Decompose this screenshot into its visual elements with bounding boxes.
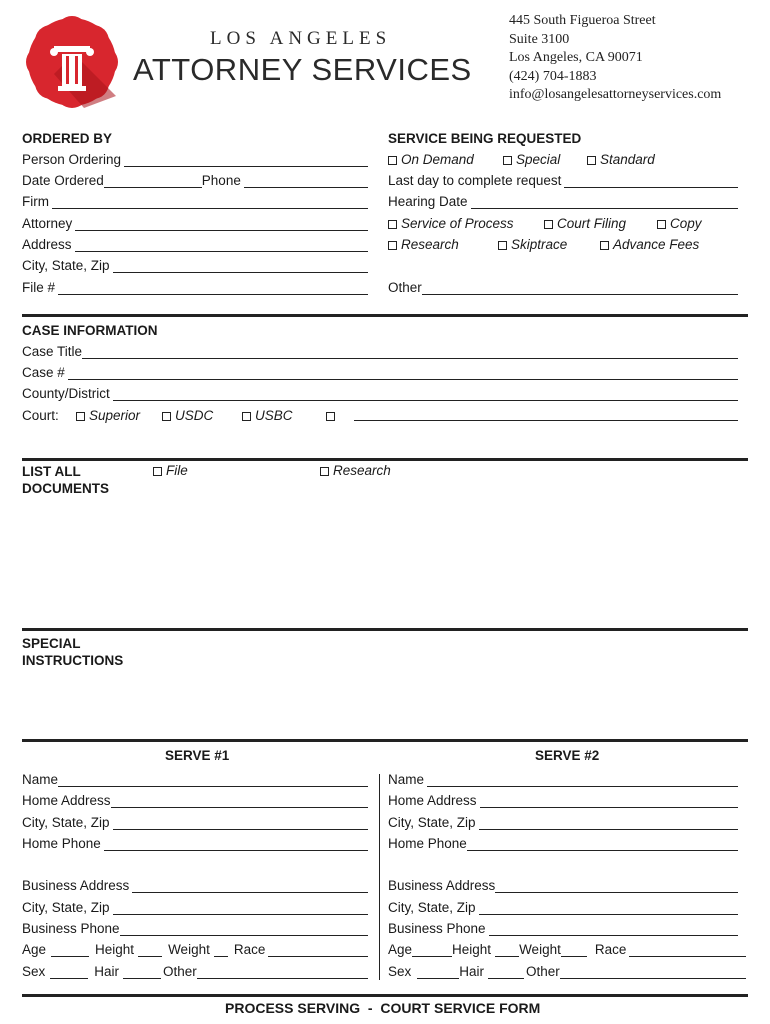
usbc-checkbox[interactable]: USBC <box>242 408 293 423</box>
section-divider <box>22 628 748 631</box>
address-phone: (424) 704-1883 <box>509 68 597 84</box>
logo-line2: ATTORNEY SERVICES <box>133 52 472 87</box>
serve2-home-address-field[interactable]: Home Address <box>388 793 738 808</box>
form-title-footer: PROCESS SERVING - COURT SERVICE FORM <box>225 1000 541 1016</box>
documents-file-checkbox[interactable]: File <box>153 463 188 478</box>
service-other-label: Other <box>388 280 422 295</box>
address-suite: Suite 3100 <box>509 31 570 47</box>
checkbox-icon[interactable] <box>503 156 512 165</box>
case-info-heading: CASE INFORMATION <box>22 323 158 338</box>
service-of-process-checkbox[interactable]: Service of Process <box>388 216 514 231</box>
service-other-field[interactable] <box>388 280 738 295</box>
checkbox-icon[interactable] <box>600 241 609 250</box>
checkbox-icon[interactable] <box>388 156 397 165</box>
pillar-icon <box>24 14 120 110</box>
logo-line1: LOS ANGELES <box>210 28 392 49</box>
checkbox-icon[interactable] <box>587 156 596 165</box>
checkbox-icon[interactable] <box>162 412 171 421</box>
file-number-field[interactable] <box>22 280 368 295</box>
last-day-field[interactable] <box>388 173 738 188</box>
person-ordering-field[interactable] <box>22 152 368 167</box>
hearing-date-label: Hearing Date <box>388 194 468 209</box>
serve1-city-field[interactable]: City, State, Zip <box>22 815 368 830</box>
case-title-label: Case Title <box>22 344 83 359</box>
case-title-field[interactable] <box>22 344 738 359</box>
serve1-business-phone-field[interactable]: Business Phone <box>22 921 368 936</box>
service-heading: SERVICE BEING REQUESTED <box>388 131 582 146</box>
checkbox-icon[interactable] <box>498 241 507 250</box>
checkbox-icon[interactable] <box>76 412 85 421</box>
attorney-label: Attorney <box>22 216 73 231</box>
serve2-city-field[interactable]: City, State, Zip <box>388 815 738 830</box>
research-checkbox[interactable]: Research <box>388 237 459 252</box>
footer-divider <box>22 994 748 997</box>
serve1-description-row2[interactable]: Sex Hair Other <box>22 964 368 979</box>
attorney-field[interactable] <box>22 216 368 231</box>
checkbox-icon[interactable] <box>153 467 162 476</box>
court-filing-checkbox[interactable]: Court Filing <box>544 216 626 231</box>
person-ordering-label: Person Ordering <box>22 152 122 167</box>
serve2-description-row2[interactable]: Sex Hair Other <box>388 964 746 979</box>
documents-textarea[interactable] <box>22 500 748 620</box>
serve2-heading: SERVE #2 <box>535 748 600 763</box>
county-district-field[interactable] <box>22 386 738 401</box>
court-label: Court: <box>22 408 59 423</box>
checkbox-icon[interactable] <box>242 412 251 421</box>
serve2-business-city-field[interactable]: City, State, Zip <box>388 900 738 915</box>
serve1-home-address-field[interactable]: Home Address <box>22 793 368 808</box>
city-state-zip-field[interactable] <box>22 258 368 273</box>
firm-field[interactable] <box>22 194 368 209</box>
serve2-name-field[interactable]: Name <box>388 772 738 787</box>
standard-checkbox[interactable]: Standard <box>587 152 655 167</box>
date-ordered-label: Date Ordered <box>22 173 104 188</box>
serve2-business-phone-field[interactable]: Business Phone <box>388 921 738 936</box>
logo-seal <box>24 14 120 110</box>
ordered-by-heading: ORDERED BY <box>22 131 113 146</box>
serve1-business-address-field[interactable]: Business Address <box>22 878 368 893</box>
special-instructions-heading: SPECIAL INSTRUCTIONS <box>22 636 124 668</box>
checkbox-icon[interactable] <box>320 467 329 476</box>
checkbox-icon[interactable] <box>544 220 553 229</box>
serve-column-divider <box>379 774 380 980</box>
address-email[interactable]: info@losangelesattorneyservices.com <box>509 87 722 102</box>
on-demand-checkbox[interactable]: On Demand <box>388 152 474 167</box>
special-instructions-textarea[interactable] <box>22 672 748 732</box>
file-number-label: File # <box>22 280 56 295</box>
serve2-home-phone-field[interactable]: Home Phone <box>388 836 738 851</box>
address-city: Los Angeles, CA 90071 <box>509 50 643 65</box>
skiptrace-checkbox[interactable]: Skiptrace <box>498 237 567 252</box>
documents-research-checkbox[interactable]: Research <box>320 463 391 478</box>
checkbox-icon[interactable] <box>388 220 397 229</box>
address-label: Address <box>22 237 72 252</box>
firm-label: Firm <box>22 194 49 209</box>
date-ordered-field[interactable] <box>22 173 368 188</box>
city-state-zip-label: City, State, Zip <box>22 258 110 273</box>
case-number-field[interactable] <box>22 365 738 380</box>
serve2-description-row1[interactable]: Age Height Weight Race <box>388 942 746 957</box>
checkbox-icon[interactable] <box>388 241 397 250</box>
serve1-description-row1[interactable]: Age Height Weight Race <box>22 942 368 957</box>
serve1-name-field[interactable]: Name <box>22 772 368 787</box>
last-day-label: Last day to complete request <box>388 173 562 188</box>
special-checkbox[interactable]: Special <box>503 152 560 167</box>
serve1-home-phone-field[interactable]: Home Phone <box>22 836 368 851</box>
serve1-heading: SERVE #1 <box>165 748 230 763</box>
copy-checkbox[interactable]: Copy <box>657 216 702 231</box>
county-district-label: County/District <box>22 386 110 401</box>
checkbox-icon[interactable] <box>326 412 335 421</box>
serve2-business-address-field[interactable]: Business Address <box>388 878 738 893</box>
address-street: 445 South Figueroa Street <box>509 13 656 28</box>
section-divider <box>22 314 748 317</box>
court-other-line[interactable] <box>354 420 738 421</box>
section-divider <box>22 458 748 461</box>
company-address <box>509 12 721 105</box>
address-field[interactable] <box>22 237 368 252</box>
phone-label: Phone <box>201 173 241 188</box>
documents-heading: LIST ALL DOCUMENTS <box>22 464 109 496</box>
court-other-checkbox[interactable] <box>326 408 339 423</box>
checkbox-icon[interactable] <box>657 220 666 229</box>
usdc-checkbox[interactable]: USDC <box>162 408 213 423</box>
case-number-label: Case # <box>22 365 65 380</box>
advance-fees-checkbox[interactable]: Advance Fees <box>600 237 699 252</box>
hearing-date-field[interactable] <box>388 194 738 209</box>
superior-checkbox[interactable]: Superior <box>76 408 140 423</box>
serve1-business-city-field[interactable]: City, State, Zip <box>22 900 368 915</box>
section-divider <box>22 739 748 742</box>
